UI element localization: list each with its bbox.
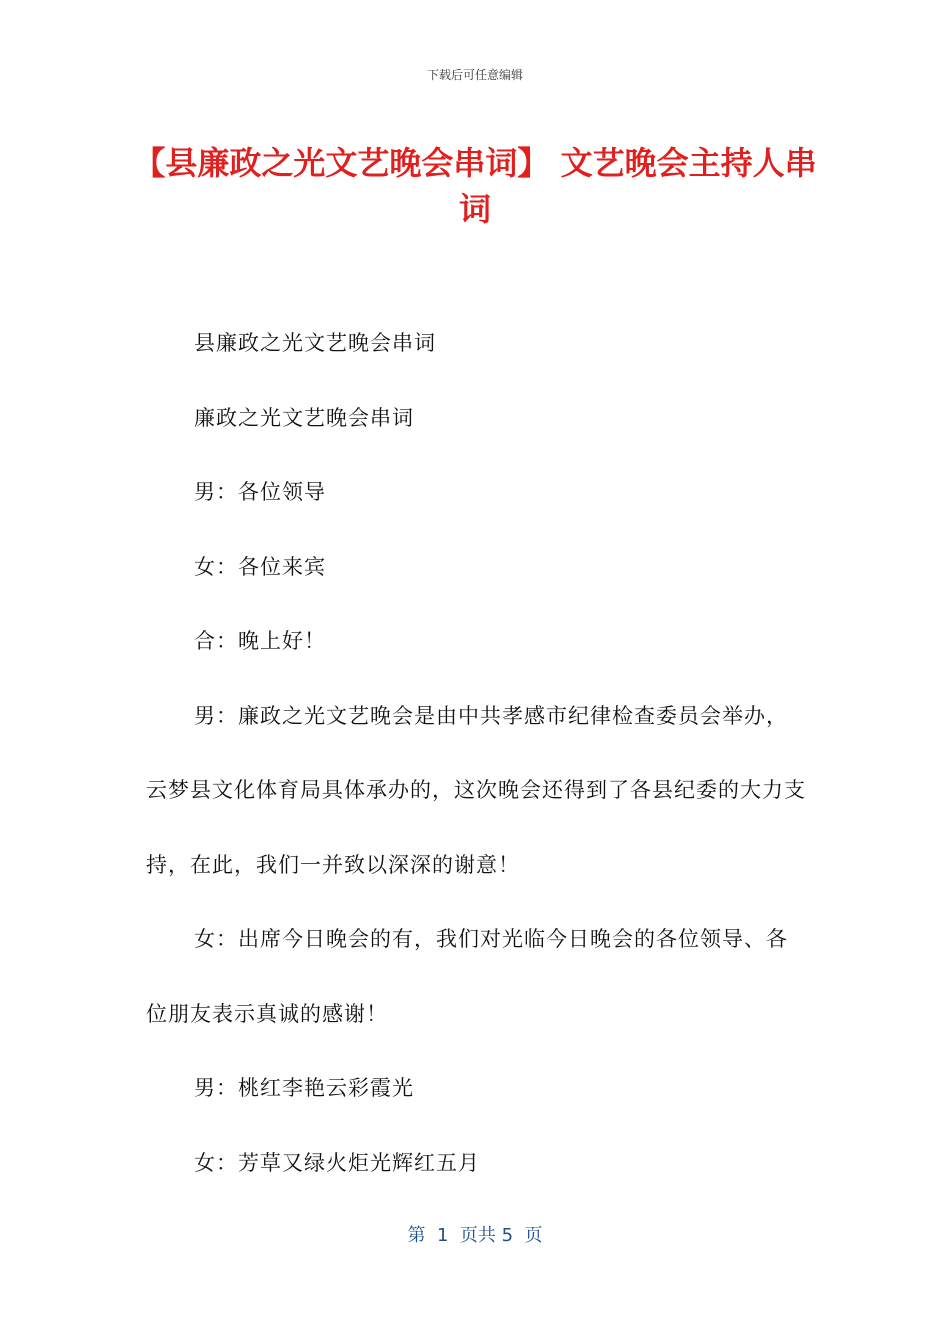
paragraph: 女：出席今日晚会的有，我们对光临今日晚会的各位领导、各位朋友表示真诚的感谢！ bbox=[146, 927, 788, 1026]
paragraph: 县廉政之光文艺晚会串词 bbox=[194, 331, 436, 355]
paragraph: 廉政之光文艺晚会串词 bbox=[194, 405, 414, 430]
paragraph: 男：廉政之光文艺晚会是由中共孝感市纪律检查委员会举办，云梦县文化体育局具体承办的，这次晚会还得到了各县纪委的大力支持，在此，我们一并致以深深的谢意！ bbox=[146, 703, 806, 877]
header-note: 下载后可任意编辑 bbox=[426, 68, 523, 82]
paragraph: 男：桃红李艳云彩霞光 bbox=[194, 1076, 414, 1100]
paragraph: 女：芳草又绿火炬光辉红五月 bbox=[194, 1150, 480, 1175]
document-body bbox=[146, 306, 806, 1200]
paragraph: 男：各位领导 bbox=[194, 480, 326, 504]
paragraph: 合：晚上好！ bbox=[194, 629, 326, 653]
page-footer: 第 1 页共 5 页 bbox=[407, 1225, 543, 1246]
paragraph: 女：各位来宾 bbox=[194, 554, 326, 579]
document-title: 【县廉政之光文艺晚会串词】 文艺晚会主持人串词 bbox=[133, 144, 817, 228]
